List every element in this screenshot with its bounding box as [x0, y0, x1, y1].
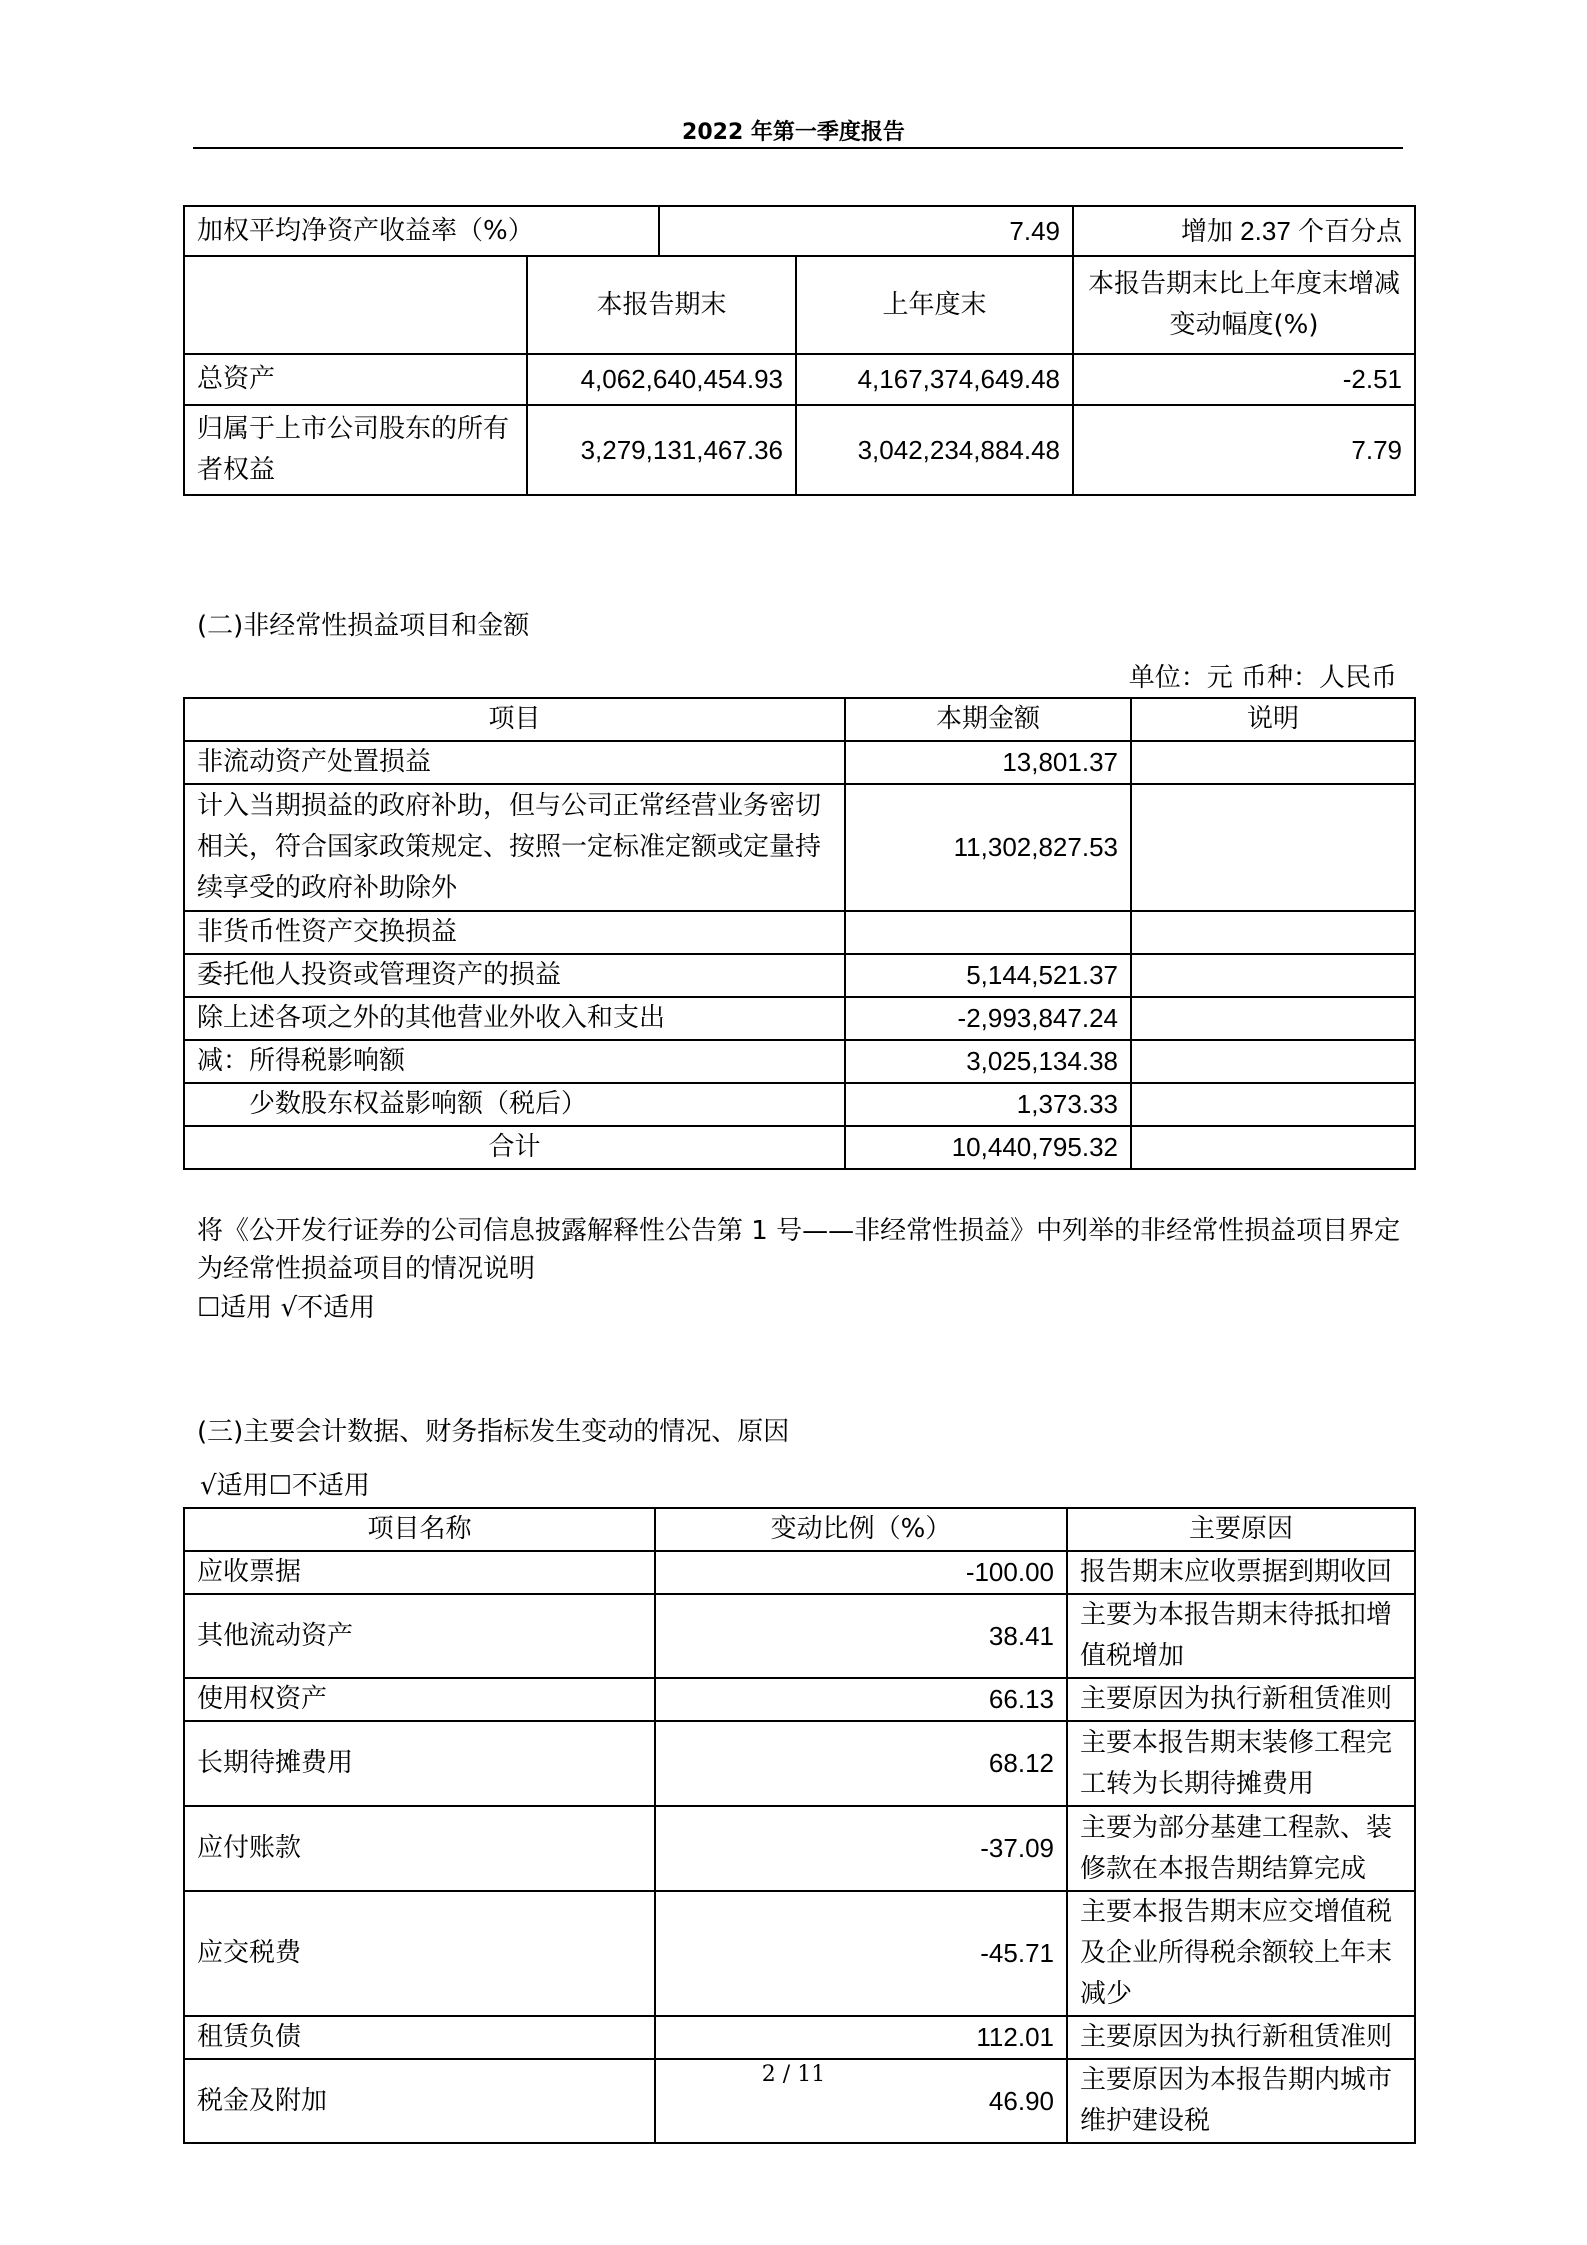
blank-header-cell — [184, 256, 527, 354]
change-reasons-table — [183, 1507, 1416, 2144]
row-item: 减：所得税影响额 — [184, 1040, 845, 1083]
total-amount: 10,440,795.32 — [845, 1126, 1131, 1169]
roe-label: 加权平均净资产收益率（%） — [184, 206, 659, 256]
page-header-title: 2022 年第一季度报告 — [682, 120, 905, 145]
row-item: 应付账款 — [184, 1806, 655, 1891]
row-amount: -2,993,847.24 — [845, 997, 1131, 1040]
row-note — [1131, 784, 1415, 911]
row-ratio: -45.71 — [655, 1891, 1067, 2016]
row-amount: 1,373.33 — [845, 1083, 1131, 1126]
row-reason: 主要本报告期末应交增值税及企业所得税余额较上年末减少 — [1067, 1891, 1415, 2016]
row-amount: 11,302,827.53 — [845, 784, 1131, 911]
row-item: 使用权资产 — [184, 1678, 655, 1721]
row-ratio: -37.09 — [655, 1806, 1067, 1891]
row-reason: 主要为本报告期末待抵扣增值税增加 — [1067, 1594, 1415, 1678]
row-ratio: 46.90 — [655, 2059, 1067, 2143]
col-header-ratio: 变动比例（%） — [655, 1508, 1067, 1551]
row-amount: 3,025,134.38 — [845, 1040, 1131, 1083]
header-divider — [193, 147, 1403, 149]
row-reason: 主要原因为本报告期内城市维护建设税 — [1067, 2059, 1415, 2143]
col-header-amount: 本期金额 — [845, 698, 1131, 741]
unit-note: 单位：元 币种：人民币 — [1128, 663, 1397, 693]
page-number: 2 / 11 — [761, 2062, 826, 2087]
roe-change: 增加 2.37 个百分点 — [1073, 206, 1415, 256]
row-current: 3,279,131,467.36 — [527, 405, 796, 495]
row-item: 除上述各项之外的其他营业外收入和支出 — [184, 997, 845, 1040]
row-item: 其他流动资产 — [184, 1594, 655, 1678]
row-reason: 主要原因为执行新租赁准则 — [1067, 2016, 1415, 2059]
table-row — [184, 1040, 1415, 1083]
row-note — [1131, 911, 1415, 954]
table-row — [184, 1721, 1415, 1806]
col-header-change: 本报告期末比上年度末增减变动幅度(%) — [1073, 256, 1415, 354]
col-header-item: 项目名称 — [184, 1508, 655, 1551]
table-row — [184, 1083, 1415, 1126]
col-header-note: 说明 — [1131, 698, 1415, 741]
table-row — [184, 1551, 1415, 1594]
table-row — [184, 1594, 1415, 1678]
row-reason: 报告期末应收票据到期收回 — [1067, 1551, 1415, 1594]
table-row — [184, 997, 1415, 1040]
non-recurring-explanation: 将《公开发行证券的公司信息披露解释性公告第 1 号——非经常性损益》中列举的非经常性损益项目界定为经常性损益项目的情况说明 — [197, 1216, 1401, 1284]
row-item: 租赁负债 — [184, 2016, 655, 2059]
row-ratio: 68.12 — [655, 1721, 1067, 1806]
table-row — [184, 1891, 1415, 2016]
section2-heading: (二)非经常性损益项目和金额 — [197, 611, 530, 641]
row-item: 非流动资产处置损益 — [184, 741, 845, 784]
row-item: 非货币性资产交换损益 — [184, 911, 845, 954]
table-total-row — [184, 1126, 1415, 1169]
row-ratio: 38.41 — [655, 1594, 1067, 1678]
table-header-row — [184, 256, 1415, 354]
row-amount: 13,801.37 — [845, 741, 1131, 784]
table-row — [184, 2016, 1415, 2059]
section3-applicable: √适用☐不适用 — [200, 1471, 370, 1501]
col-header-item: 项目 — [184, 698, 845, 741]
table-row — [184, 1678, 1415, 1721]
key-financial-table — [183, 205, 1416, 496]
row-note — [1131, 1083, 1415, 1126]
col-header-current: 本报告期末 — [527, 256, 796, 354]
section2-applicable: ☐适用 √不适用 — [197, 1293, 376, 1323]
row-note — [1131, 997, 1415, 1040]
table-row — [184, 354, 1415, 405]
row-item: 税金及附加 — [184, 2059, 655, 2143]
row-change: -2.51 — [1073, 354, 1415, 405]
col-header-prev: 上年度末 — [796, 256, 1073, 354]
table-row — [184, 405, 1415, 495]
row-prev: 4,167,374,649.48 — [796, 354, 1073, 405]
row-prev: 3,042,234,884.48 — [796, 405, 1073, 495]
row-amount: 5,144,521.37 — [845, 954, 1131, 997]
table-row — [184, 1806, 1415, 1891]
row-change: 7.79 — [1073, 405, 1415, 495]
table-row — [184, 741, 1415, 784]
row-note — [1131, 741, 1415, 784]
row-ratio: -100.00 — [655, 1551, 1067, 1594]
row-ratio: 112.01 — [655, 2016, 1067, 2059]
row-item: 委托他人投资或管理资产的损益 — [184, 954, 845, 997]
row-item: 应收票据 — [184, 1551, 655, 1594]
table-row — [184, 911, 1415, 954]
total-note — [1131, 1126, 1415, 1169]
row-item: 长期待摊费用 — [184, 1721, 655, 1806]
table-row — [184, 954, 1415, 997]
roe-value: 7.49 — [659, 206, 1073, 256]
row-item: 少数股东权益影响额（税后） — [184, 1083, 845, 1126]
row-ratio: 66.13 — [655, 1678, 1067, 1721]
row-reason: 主要为部分基建工程款、装修款在本报告期结算完成 — [1067, 1806, 1415, 1891]
table-header-row — [184, 1508, 1415, 1551]
row-note — [1131, 954, 1415, 997]
row-item: 计入当期损益的政府补助，但与公司正常经营业务密切相关，符合国家政策规定、按照一定标准定额或定量持续享受的政府补助除外 — [184, 784, 845, 911]
row-note — [1131, 1040, 1415, 1083]
col-header-reason: 主要原因 — [1067, 1508, 1415, 1551]
row-reason: 主要原因为执行新租赁准则 — [1067, 1678, 1415, 1721]
row-amount — [845, 911, 1131, 954]
table-header-row — [184, 698, 1415, 741]
table-row — [184, 784, 1415, 911]
section3-heading: (三)主要会计数据、财务指标发生变动的情况、原因 — [197, 1417, 790, 1447]
table-row — [184, 206, 1415, 256]
row-reason: 主要本报告期末装修工程完工转为长期待摊费用 — [1067, 1721, 1415, 1806]
row-label: 总资产 — [184, 354, 527, 405]
row-label: 归属于上市公司股东的所有者权益 — [184, 405, 527, 495]
total-label: 合计 — [184, 1126, 845, 1169]
row-current: 4,062,640,454.93 — [527, 354, 796, 405]
row-item: 应交税费 — [184, 1891, 655, 2016]
non-recurring-table — [183, 697, 1416, 1170]
